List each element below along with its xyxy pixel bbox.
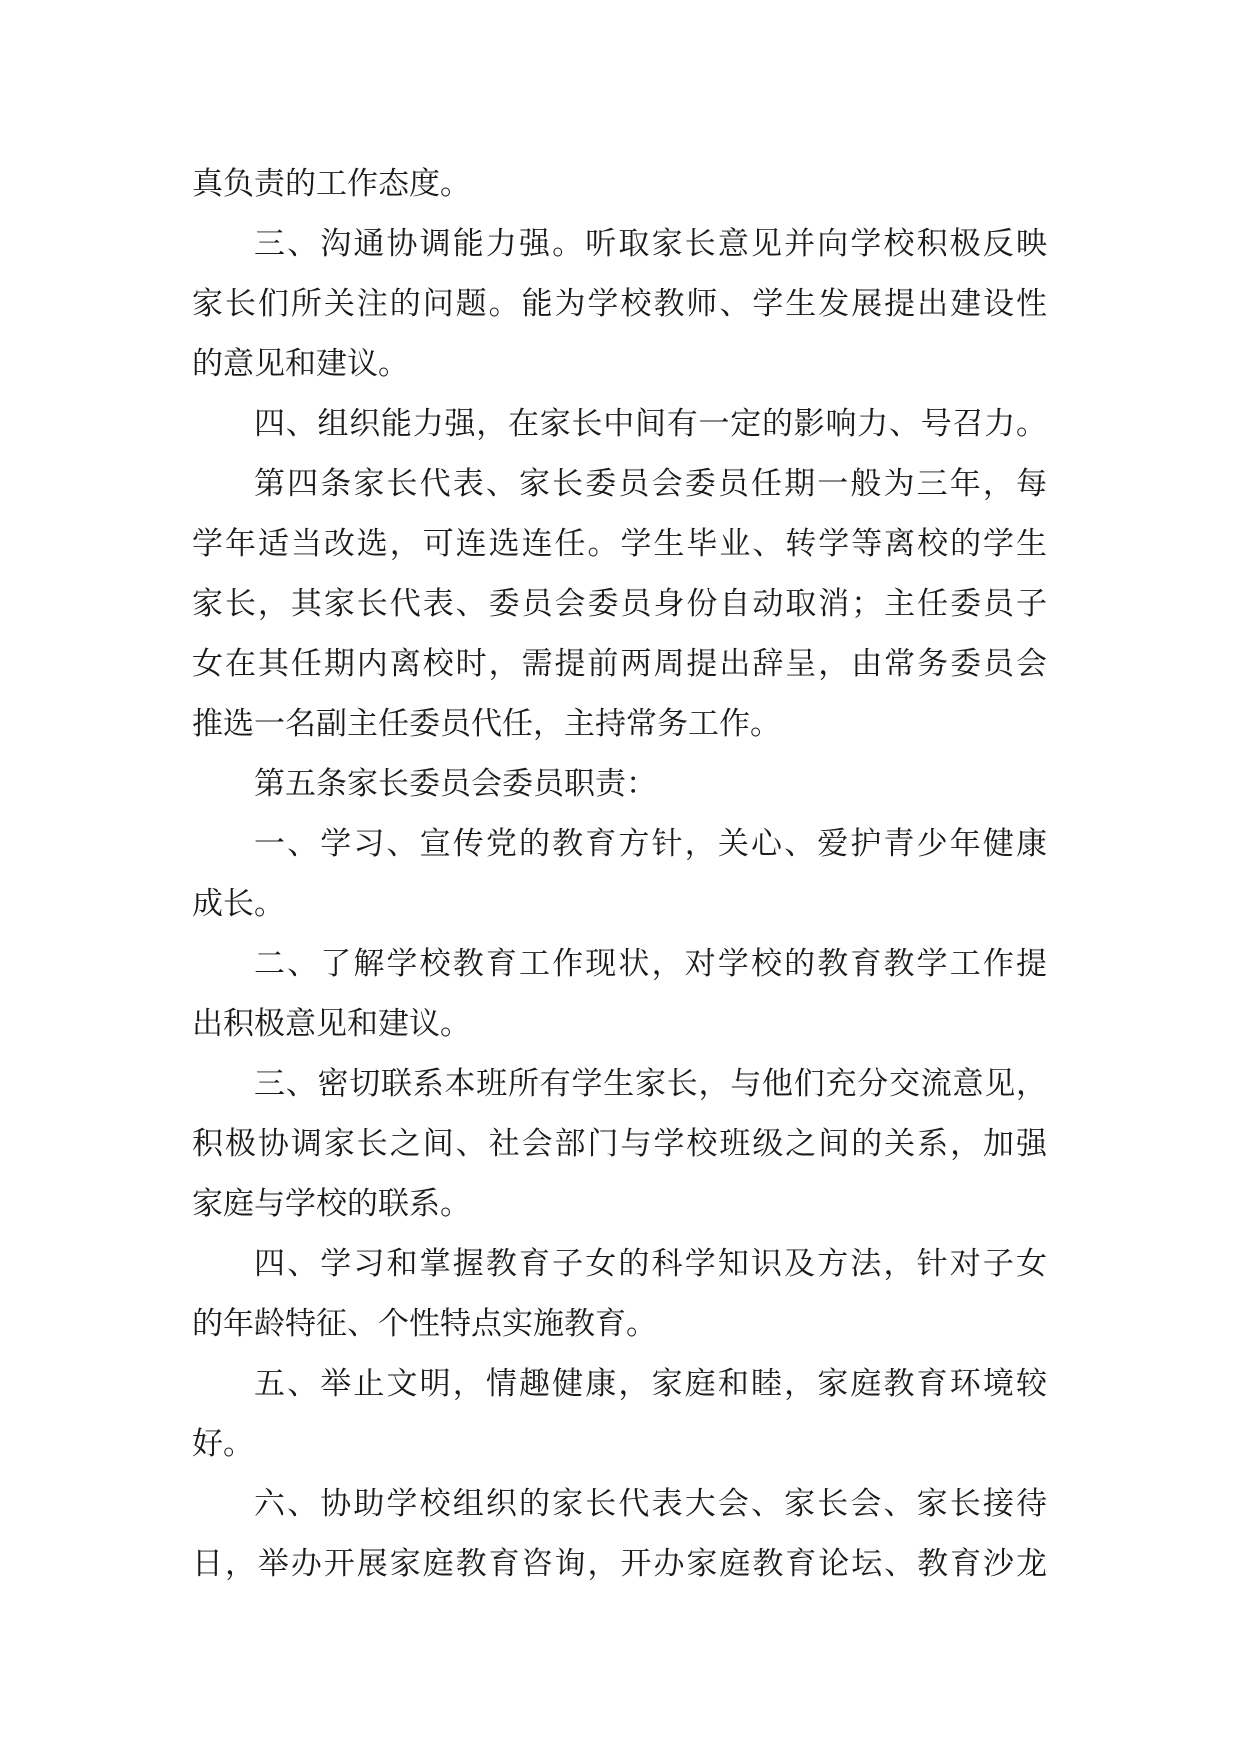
text-line: 成长。 [192,886,285,922]
text-line: 积极协调家长之间、社会部门与学校班级之间的关系，加强 [192,1126,1047,1162]
text-line: 三、沟通协调能力强。听取家长意见并向学校积极反映 [254,226,1047,262]
text-line: 二、了解学校教育工作现状，对学校的教育教学工作提 [254,946,1047,982]
text-line: 四、学习和掌握教育子女的科学知识及方法，针对子女 [254,1246,1047,1282]
text-line: 推选一名副主任委员代任，主持常务工作。 [192,706,781,742]
text-line: 出积极意见和建议。 [192,1006,471,1042]
text-line: 第四条家长代表、家长委员会委员任期一般为三年，每 [254,466,1047,502]
text-line: 六、协助学校组织的家长代表大会、家长会、家长接待 [254,1486,1047,1522]
text-line: 学年适当改选，可连选连任。学生毕业、转学等离校的学生 [192,526,1047,562]
text-line: 女在其任期内离校时，需提前两周提出辞呈，由常务委员会 [192,646,1047,682]
text-line: 家长，其家长代表、委员会委员身份自动取消；主任委员子 [192,586,1047,622]
text-line: 日，举办开展家庭教育咨询，开办家庭教育论坛、教育沙龙 [192,1546,1047,1582]
text-line: 家庭与学校的联系。 [192,1186,471,1222]
text-line: 家长们所关注的问题。能为学校教师、学生发展提出建设性 [192,286,1047,322]
text-line: 的年龄特征、个性特点实施教育。 [192,1306,657,1342]
text-line: 四、组织能力强，在家长中间有一定的影响力、号召力。 [254,406,1047,442]
text-line: 五、举止文明，情趣健康，家庭和睦，家庭教育环境较 [254,1366,1047,1402]
text-line: 真负责的工作态度。 [192,166,471,202]
text-line: 三、密切联系本班所有学生家长，与他们充分交流意见， [254,1066,1047,1102]
document-body [192,154,1047,1594]
text-line: 的意见和建议。 [192,346,409,382]
text-line: 好。 [192,1426,254,1462]
text-line: 一、学习、宣传党的教育方针，关心、爱护青少年健康 [254,826,1047,862]
text-line: 第五条家长委员会委员职责： [254,766,657,802]
